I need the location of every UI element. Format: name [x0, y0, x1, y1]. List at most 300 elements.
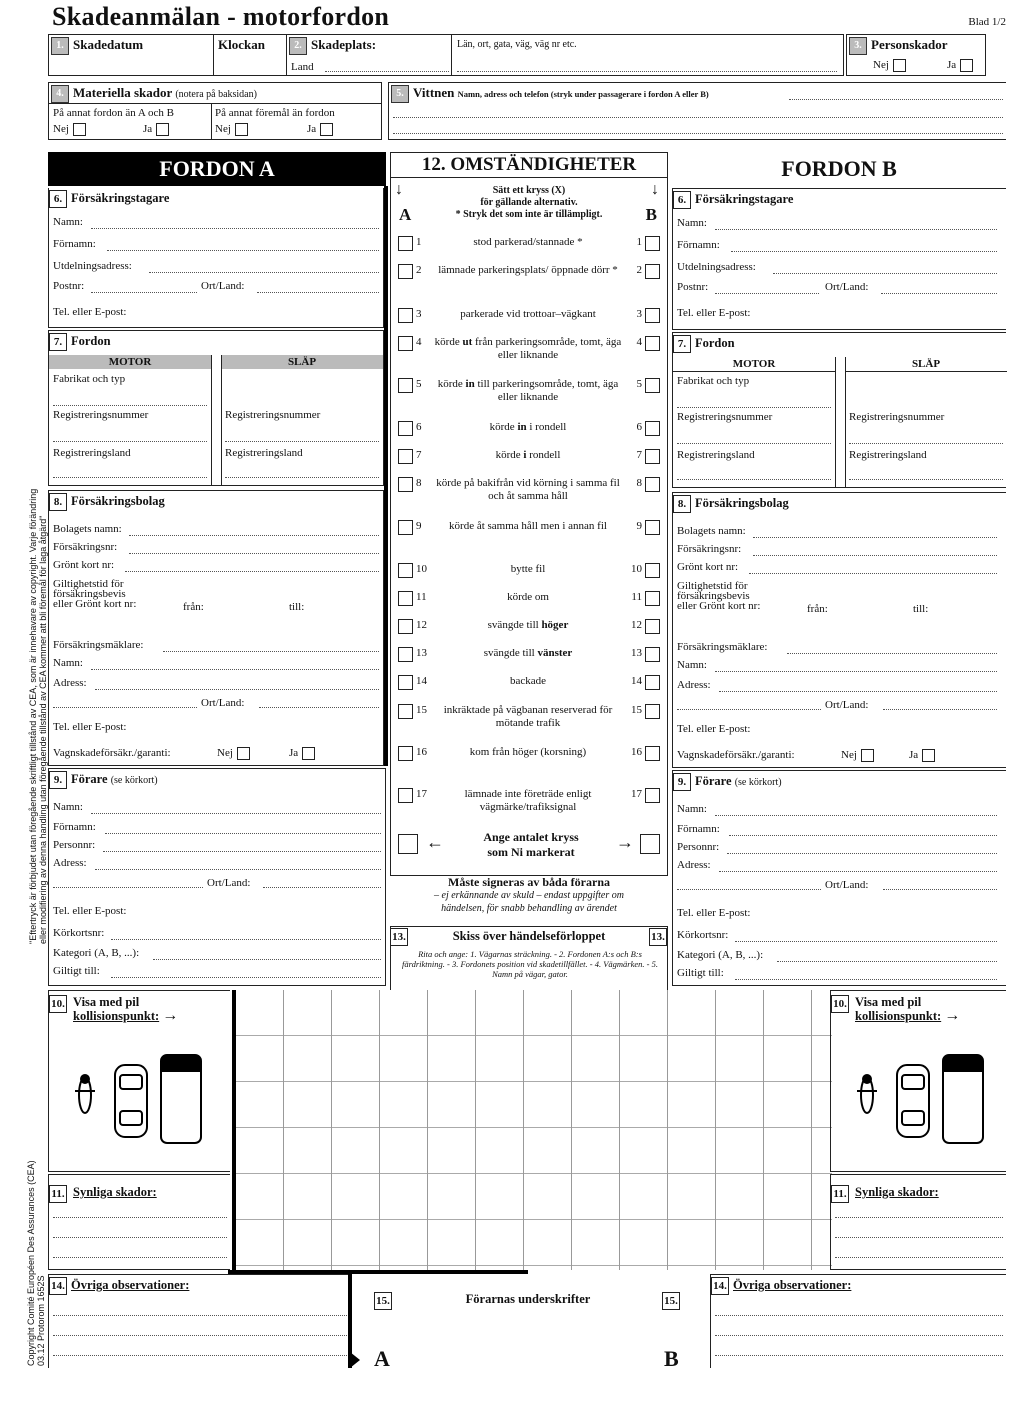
damages-line[interactable]: [835, 1237, 1003, 1238]
circumstance-number: 10: [631, 563, 642, 575]
count-b-box[interactable]: [640, 834, 660, 854]
damage-cover-yes-checkbox[interactable]: [302, 747, 315, 760]
circumstance-text: lämnade parkeringsplats/ öppnade dörr *: [438, 264, 618, 276]
circumstance-number: 13: [416, 647, 427, 659]
address-line[interactable]: [677, 709, 821, 710]
section-number: 13.: [390, 928, 408, 946]
field-label: Förnamn:: [53, 238, 96, 250]
tel-label: Tel. eller E-post:: [677, 723, 751, 735]
section-number: 3.: [849, 37, 867, 55]
vehicle-b-vehicle: [672, 332, 1006, 488]
circumstance-row: [396, 563, 662, 593]
make-line[interactable]: [53, 405, 207, 406]
vehicle-a-collision: [48, 990, 230, 1172]
circumstance-b-checkbox[interactable]: [645, 591, 660, 606]
circumstance-number: 14: [631, 675, 642, 687]
field-label: Postnr:: [53, 280, 85, 292]
circumstance-b-checkbox[interactable]: [645, 421, 660, 436]
place-label: Skadeplats:: [311, 37, 377, 52]
circumstance-number: 9: [636, 520, 642, 532]
circumstance-row: [396, 675, 662, 705]
address-label: Adress:: [53, 857, 87, 869]
address-line[interactable]: [773, 273, 997, 274]
section-number: 6.: [673, 191, 691, 209]
field-label: Förnamn:: [677, 239, 720, 251]
count-label: som Ni markerat: [487, 845, 575, 859]
signature-a-label: A: [374, 1346, 390, 1371]
no-label: Nej: [841, 749, 857, 762]
vehicle-a-vehicle: [48, 330, 384, 486]
city-line[interactable]: [263, 887, 381, 888]
place-hint: Län, ort, gata, väg, väg nr etc.: [457, 39, 577, 50]
circumstance-text: parkerade vid trottoar–vägkant: [460, 308, 596, 320]
circumstance-number: 14: [416, 675, 427, 687]
valid-line[interactable]: [735, 979, 997, 980]
instruction: Sätt ett kryss (X): [492, 185, 566, 196]
arrow-right-icon: →: [162, 1007, 179, 1024]
no-label: Nej: [215, 123, 231, 136]
circumstance-number: 15: [416, 704, 427, 716]
section-number: 14.: [711, 1277, 729, 1295]
signatures-title: Förarnas underskrifter: [465, 1292, 591, 1306]
circumstance-number: 3: [416, 308, 422, 320]
circumstance-number: 5: [416, 378, 422, 390]
country-label: Land: [291, 61, 314, 73]
policy-label: Försäkringsnr:: [677, 543, 742, 555]
field-label: Namn:: [677, 217, 707, 229]
signature-a-field[interactable]: [394, 1316, 514, 1366]
name-line[interactable]: [91, 813, 381, 814]
company-line[interactable]: [753, 537, 997, 538]
firstname-line[interactable]: [107, 250, 379, 251]
circumstance-number: 12: [631, 619, 642, 631]
driver-note: (se körkort): [734, 776, 782, 788]
vehicle-a-observations: [48, 1274, 350, 1368]
category-label: Kategori (A, B, ...):: [53, 947, 140, 959]
circumstance-number: 4: [636, 336, 642, 348]
circumstance-a-checkbox[interactable]: [398, 563, 413, 578]
circumstance-row: [396, 336, 662, 366]
insurer-heading: Försäkringsbolag: [695, 495, 789, 510]
section-number: 1.: [51, 37, 69, 55]
yes-label: Ja: [143, 123, 153, 136]
other-object-yes-checkbox[interactable]: [320, 123, 333, 136]
circumstance-text: körde in i rondell: [489, 421, 567, 433]
circumstance-number: 7: [636, 449, 642, 461]
license-label: Körkortsnr:: [53, 927, 105, 939]
damages-line[interactable]: [53, 1237, 227, 1238]
name-line[interactable]: [91, 228, 379, 229]
circumstance-number: 1: [416, 236, 422, 248]
divider: [835, 357, 836, 487]
circumstance-text: svängde till höger: [487, 619, 569, 631]
observations-line[interactable]: [715, 1335, 1003, 1336]
sketch-grid[interactable]: [232, 990, 832, 1270]
damages-line[interactable]: [53, 1257, 227, 1258]
address-line[interactable]: [53, 887, 203, 888]
broker-line[interactable]: [787, 653, 997, 654]
witnesses-note: Namn, adress och telefon (stryk under passagerare i fordon A eller B): [457, 89, 709, 99]
other-object-no-checkbox[interactable]: [235, 123, 248, 136]
name-label: Namn:: [677, 803, 707, 815]
circumstance-b-checkbox[interactable]: [645, 647, 660, 662]
circumstance-b-checkbox[interactable]: [645, 704, 660, 719]
name-line[interactable]: [91, 669, 379, 670]
circumstance-row: [396, 264, 662, 294]
vehicle-b-policyholder: [672, 188, 1006, 330]
section-5-witnesses: [388, 82, 1006, 140]
other-object-label: På annat föremål än fordon: [215, 107, 335, 119]
name-line[interactable]: [715, 229, 997, 230]
field-label: Tel. eller E-post:: [53, 306, 127, 318]
section-number: 9.: [673, 773, 691, 791]
observations-line[interactable]: [715, 1315, 1003, 1316]
name-line[interactable]: [715, 815, 997, 816]
company-line[interactable]: [129, 535, 379, 536]
circumstance-text: lämnade inte företräde enligt vägmärke/trafiksignal: [464, 788, 592, 813]
license-line[interactable]: [111, 939, 381, 940]
vehicle-heading: Fordon: [695, 335, 735, 350]
circumstance-number: 5: [636, 378, 642, 390]
make-line[interactable]: [677, 407, 831, 408]
count-a-box[interactable]: [398, 834, 418, 854]
yes-label: Ja: [947, 59, 957, 72]
circumstance-a-checkbox[interactable]: [398, 336, 413, 351]
circumstance-b-checkbox[interactable]: [645, 619, 660, 634]
circumstance-b-checkbox[interactable]: [645, 520, 660, 535]
observations-line[interactable]: [53, 1315, 347, 1316]
circumstance-row: [396, 477, 662, 507]
circumstance-b-checkbox[interactable]: [645, 264, 660, 279]
circumstance-a-checkbox[interactable]: [398, 788, 413, 803]
category-line[interactable]: [777, 961, 997, 962]
address-line[interactable]: [149, 272, 379, 273]
section-1-date: [48, 34, 214, 76]
broker-label: Försäkringsmäklare:: [53, 639, 144, 651]
circumstance-number: 2: [416, 264, 422, 276]
damage-cover-yes-checkbox[interactable]: [922, 749, 935, 762]
circumstance-a-checkbox[interactable]: [398, 746, 413, 761]
arrow-down-icon: ↓: [651, 181, 659, 198]
collision-label: Visa med pil: [73, 995, 140, 1009]
trailer-heading: SLÄP: [845, 357, 1007, 372]
city-line[interactable]: [881, 293, 997, 294]
circumstance-a-checkbox[interactable]: [398, 704, 413, 719]
circumstance-number: 17: [416, 788, 427, 800]
country-label: Registreringsland: [677, 449, 755, 461]
no-label: Nej: [217, 747, 233, 760]
city-line[interactable]: [259, 707, 379, 708]
field-label: Postnr:: [677, 281, 709, 293]
validity-label: försäkringsbevis: [677, 590, 750, 602]
make-label: Fabrikat och typ: [677, 375, 750, 387]
no-label: Nej: [53, 123, 69, 136]
circumstance-b-checkbox[interactable]: [645, 449, 660, 464]
circumstance-b-checkbox[interactable]: [645, 675, 660, 690]
divider: [211, 355, 212, 485]
circumstance-a-checkbox[interactable]: [398, 308, 413, 323]
damage-note: (notera på baksidan): [175, 89, 257, 100]
circumstance-text: bytte fil: [510, 563, 546, 575]
copyright-footer: Copyright Comité Européen Des Assurances (CEA): [26, 1160, 36, 1366]
circumstance-a-checkbox[interactable]: [398, 378, 413, 393]
from-label: från:: [807, 603, 828, 615]
city-line[interactable]: [883, 889, 997, 890]
injuries-yes-checkbox[interactable]: [960, 59, 973, 72]
place-line[interactable]: [457, 71, 837, 72]
country-label: Registreringsland: [53, 447, 131, 459]
policyholder-heading: Försäkringstagare: [695, 191, 794, 206]
collision-label: Visa med pil: [855, 995, 922, 1009]
address-line[interactable]: [719, 871, 997, 872]
license-line[interactable]: [735, 941, 997, 942]
arrow-down-icon: ↓: [395, 181, 403, 198]
vehicle-a-insurer: [48, 490, 384, 766]
observations-line[interactable]: [53, 1335, 347, 1336]
vehicle-a-border: [384, 186, 388, 766]
circumstance-a-checkbox[interactable]: [398, 520, 413, 535]
divider: [211, 103, 212, 139]
circumstance-text: körde på bakifrån vid körning i samma fil och åt samma håll: [436, 477, 620, 502]
witnesses-label: Vittnen: [413, 85, 455, 100]
validity-label: Giltighetstid för: [53, 578, 124, 590]
circumstance-a-checkbox[interactable]: [398, 421, 413, 436]
broker-line[interactable]: [163, 651, 379, 652]
address-label: Adress:: [677, 679, 711, 691]
divider: [845, 357, 846, 487]
section-number: 10.: [831, 995, 849, 1013]
reg-line[interactable]: [677, 443, 831, 444]
address-line[interactable]: [53, 707, 197, 708]
circumstance-row: [396, 449, 662, 479]
witness-line[interactable]: [393, 133, 1003, 134]
date-label: Skadedatum: [73, 37, 144, 52]
circumstance-a-checkbox[interactable]: [398, 264, 413, 279]
sign-note: händelsen, för snabb behandling av ärendet: [441, 903, 617, 914]
category-line[interactable]: [153, 959, 381, 960]
other-vehicle-yes-checkbox[interactable]: [156, 123, 169, 136]
policy-line[interactable]: [129, 553, 379, 554]
observations-line[interactable]: [53, 1355, 347, 1356]
valid-line[interactable]: [111, 977, 381, 978]
reg-label: Registreringsnummer: [677, 411, 773, 423]
city-line[interactable]: [257, 292, 379, 293]
no-label: Nej: [873, 59, 889, 72]
circumstance-text: svängde till vänster: [483, 647, 573, 659]
circumstance-number: 16: [631, 746, 642, 758]
vehicle-b-damages: [830, 1174, 1006, 1270]
circumstance-number: 1: [636, 236, 642, 248]
circumstance-row: [396, 591, 662, 621]
witness-line[interactable]: [393, 117, 1003, 118]
circumstance-row: [396, 520, 662, 550]
country-line[interactable]: [53, 477, 207, 478]
circumstance-text: körde om: [507, 591, 549, 603]
section-3-injuries: [846, 34, 986, 76]
damage-cover-label: Vagnskadeförsäkr./garanti:: [677, 749, 795, 761]
observations-line[interactable]: [715, 1355, 1003, 1356]
vehicle-b-title: FORDON B: [781, 156, 897, 181]
circumstance-number: 2: [636, 264, 642, 276]
circumstance-row: [396, 619, 662, 649]
insurer-heading: Försäkringsbolag: [71, 493, 165, 508]
broker-label: Försäkringsmäklare:: [677, 641, 768, 653]
greencard-line[interactable]: [125, 571, 379, 572]
damages-line[interactable]: [53, 1217, 227, 1218]
vehicle-b-insurer: [672, 492, 1006, 768]
field-label: Utdelningsadress:: [677, 261, 756, 273]
vehicles-icon[interactable]: [853, 1053, 993, 1145]
damages-label: Synliga skador:: [73, 1185, 157, 1199]
circumstance-b-checkbox[interactable]: [645, 788, 660, 803]
reg-line[interactable]: [53, 441, 207, 442]
circumstance-text: kom från höger (korsning): [469, 746, 587, 758]
valid-label: Giltigt till:: [677, 967, 724, 979]
circumstance-text: backade: [509, 675, 547, 687]
name-label: Namn:: [677, 659, 707, 671]
vehicle-a-policyholder: [48, 188, 384, 328]
reg-label: Registreringsnummer: [53, 409, 149, 421]
address-line[interactable]: [95, 689, 379, 690]
time-label: Klockan: [218, 37, 265, 52]
circumstance-number: 15: [631, 704, 642, 716]
damages-line[interactable]: [835, 1257, 1003, 1258]
driver-heading: Förare: [71, 771, 108, 786]
circumstance-text: körde in till parkeringsområde, tomt, äga eller liknande: [437, 378, 619, 403]
circumstance-number: 6: [636, 421, 642, 433]
section-number: 11.: [831, 1185, 849, 1203]
circumstances-title: 12. OMSTÄNDIGHETER: [391, 153, 667, 178]
company-label: Bolagets namn:: [677, 525, 746, 537]
circumstance-b-checkbox[interactable]: [645, 746, 660, 761]
policy-label: Försäkringsnr:: [53, 541, 118, 553]
address-label: Adress:: [53, 677, 87, 689]
country-line[interactable]: [677, 479, 831, 480]
pnr-label: Personnr:: [53, 839, 96, 851]
section-2-place: [286, 34, 844, 76]
greencard-line[interactable]: [749, 573, 997, 574]
damage-cover-no-checkbox[interactable]: [237, 747, 250, 760]
driver-heading: Förare: [695, 773, 732, 788]
circumstance-a-checkbox[interactable]: [398, 619, 413, 634]
field-label: Namn:: [53, 216, 83, 228]
country-line[interactable]: [325, 71, 449, 72]
firstname-line[interactable]: [105, 833, 381, 834]
other-vehicle-label: På annat fordon än A och B: [53, 107, 174, 119]
pnr-label: Personnr:: [677, 841, 720, 853]
circumstance-b-checkbox[interactable]: [645, 236, 660, 251]
circumstance-b-checkbox[interactable]: [645, 308, 660, 323]
address-line[interactable]: [677, 889, 821, 890]
vehicle-a-title: FORDON A: [48, 152, 386, 186]
circumstance-a-checkbox[interactable]: [398, 449, 413, 464]
firstname-line[interactable]: [729, 835, 997, 836]
pnr-line[interactable]: [103, 851, 381, 852]
validity-label: eller Grönt kort nr:: [677, 600, 761, 612]
driver-note: (se körkort): [110, 774, 158, 786]
arrow-left-icon: ←: [426, 832, 444, 852]
triangle-marker: [350, 1352, 360, 1368]
circumstance-a-checkbox[interactable]: [398, 647, 413, 662]
witness-line[interactable]: [789, 99, 1003, 100]
signature-b-field[interactable]: [560, 1316, 660, 1366]
damages-line[interactable]: [835, 1217, 1003, 1218]
postcode-line[interactable]: [91, 292, 197, 293]
section-4-damage: [48, 82, 382, 140]
trailer-country-line[interactable]: [225, 477, 379, 478]
count-row: [396, 830, 662, 860]
copyright-notice: "Eftertryck är förbjudet utan föregående skriftligt tillstånd av CEA, som är innehavare av copyright. Varje förändring: [28, 488, 38, 944]
postcode-line[interactable]: [715, 293, 819, 294]
trailer-country-label: Registreringsland: [849, 449, 927, 461]
vehicles-icon[interactable]: [71, 1053, 211, 1145]
arrow-right-icon: →: [616, 832, 634, 852]
greencard-label: Grönt kort nr:: [53, 559, 115, 571]
injuries-no-checkbox[interactable]: [893, 59, 906, 72]
vehicle-a-damages: [48, 1174, 230, 1270]
circumstance-a-checkbox[interactable]: [398, 236, 413, 251]
circumstance-b-checkbox[interactable]: [645, 563, 660, 578]
city-line[interactable]: [883, 709, 997, 710]
trailer-reg-line[interactable]: [225, 441, 379, 442]
section-number: 10.: [49, 995, 67, 1013]
sign-note: Måste signeras av båda förarna: [448, 875, 610, 889]
injuries-label: Personskador: [871, 37, 948, 52]
circumstance-number: 7: [416, 449, 422, 461]
circumstance-row: [396, 788, 662, 818]
address-line[interactable]: [719, 691, 997, 692]
section-number: 8.: [673, 495, 691, 513]
tel-label: Tel. eller E-post:: [677, 907, 751, 919]
firstname-line[interactable]: [731, 251, 997, 252]
instruction: * Stryk det som inte är tillämpligt.: [455, 209, 603, 220]
name-line[interactable]: [715, 671, 997, 672]
copyright-notice: eller modifiering av denna handling utan föregående tillstånd av CEA kommer att bli föremål för laga åtgärd": [38, 515, 48, 944]
policy-line[interactable]: [753, 555, 997, 556]
vehicle-a-driver: [48, 768, 386, 986]
circumstance-row: [396, 647, 662, 677]
motor-heading: MOTOR: [673, 357, 835, 372]
circumstance-text: körde åt samma håll men i annan fil: [449, 520, 607, 532]
circumstance-a-checkbox[interactable]: [398, 591, 413, 606]
city-label: Ort/Land:: [207, 877, 251, 889]
circumstance-b-checkbox[interactable]: [645, 336, 660, 351]
pnr-line[interactable]: [727, 853, 997, 854]
copyright-footer: 03.12 Protorom 1652S: [36, 1275, 46, 1366]
section-number: 15.: [374, 1292, 392, 1310]
field-label: Tel. eller E-post:: [677, 307, 751, 319]
address-line[interactable]: [95, 869, 381, 870]
vehicle-b-collision: [830, 990, 1006, 1172]
signature-b-label: B: [664, 1346, 679, 1371]
to-label: till:: [913, 603, 929, 615]
validity-label: Giltighetstid för: [677, 580, 748, 592]
circumstance-b-checkbox[interactable]: [645, 378, 660, 393]
vehicle-b-observations: [710, 1274, 1006, 1368]
other-vehicle-no-checkbox[interactable]: [73, 123, 86, 136]
trailer-reg-line[interactable]: [849, 443, 1003, 444]
divider: [451, 35, 452, 75]
circumstance-a-checkbox[interactable]: [398, 675, 413, 690]
trailer-country-line[interactable]: [849, 479, 1003, 480]
circumstance-b-checkbox[interactable]: [645, 477, 660, 492]
circumstance-a-checkbox[interactable]: [398, 477, 413, 492]
damage-cover-no-checkbox[interactable]: [861, 749, 874, 762]
section-number: 15.: [662, 1292, 680, 1310]
circumstance-text: inkräktade på vägbanan reserverad för mötande trafik: [443, 704, 613, 729]
vehicle-heading: Fordon: [71, 333, 111, 348]
policyholder-heading: Försäkringstagare: [71, 190, 170, 205]
